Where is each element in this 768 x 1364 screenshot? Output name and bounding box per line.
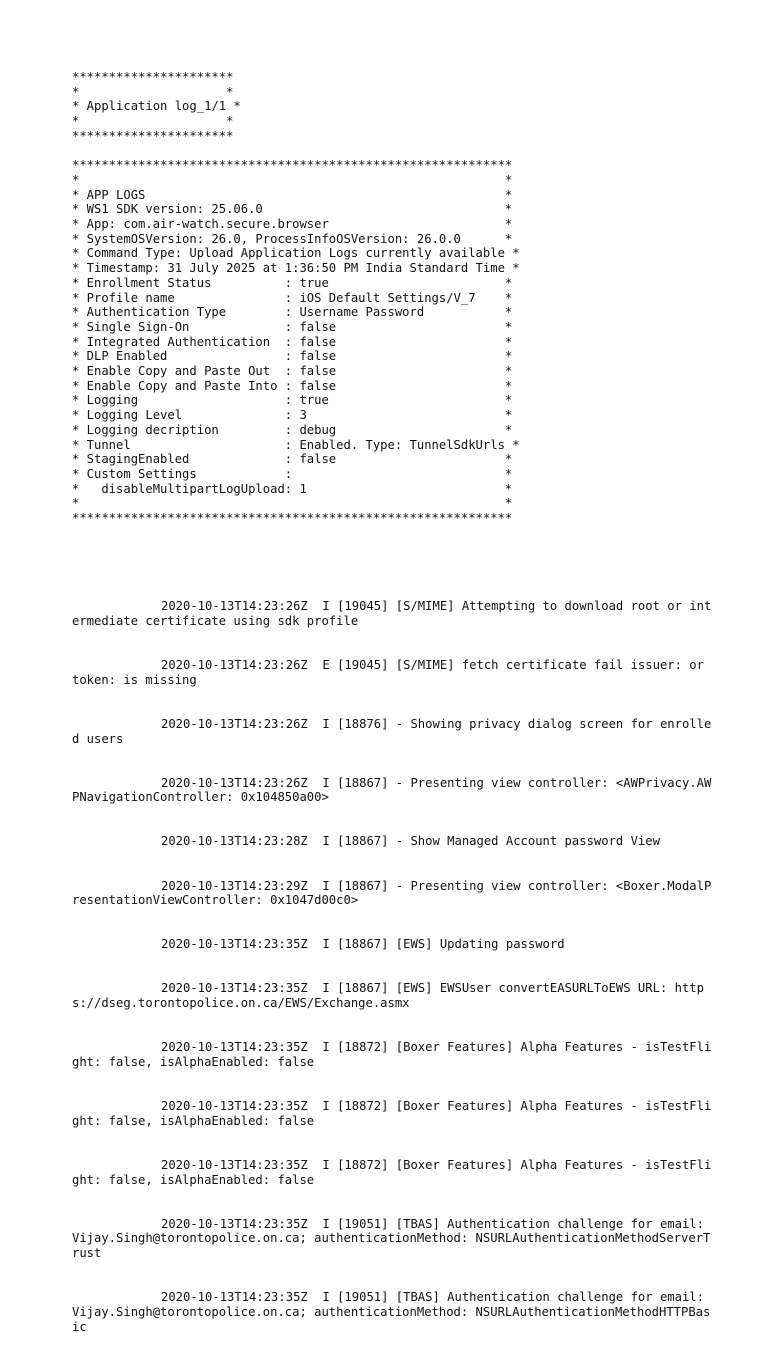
banner-line: * Command Type: Upload Application Logs currently available * bbox=[72, 246, 520, 261]
banner-line: * Logging : true * bbox=[72, 393, 513, 408]
banner-line: * Tunnel : Enabled. Type: TunnelSdkUrls * bbox=[72, 437, 520, 452]
title-banner-line: ********************** bbox=[72, 70, 234, 84]
banner-line: * Logging Level : 3 * bbox=[72, 408, 513, 423]
title-banner-line: * * bbox=[72, 114, 234, 129]
banner-line: ************************************************************ bbox=[72, 158, 513, 173]
banner-line: * Timestamp: 31 July 2025 at 1:36:50 PM India Standard Time * bbox=[72, 261, 520, 276]
banner-line: * Enable Copy and Paste Into : false * bbox=[72, 378, 513, 393]
log-document bbox=[72, 70, 712, 1364]
banner-line: * DLP Enabled : false * bbox=[72, 349, 513, 364]
log-entry: 2020-10-13T14:23:26Z I [18876] - Showing privacy dialog screen for enrolled users bbox=[72, 716, 712, 746]
banner-line: * Custom Settings : * bbox=[72, 466, 513, 481]
title-banner-line: ********************** bbox=[72, 128, 234, 143]
banner-line: * Enable Copy and Paste Out : false * bbox=[72, 364, 513, 379]
log-entry: 2020-10-13T14:23:35Z I [19051] [TBAS] Authentication challenge for email: Vijay.Singh@torontopolice.on.ca; authenticationMethod: NSURLAuthenticationMethodServerTrust bbox=[72, 1216, 712, 1261]
log-entry: 2020-10-13T14:23:35Z I [18872] [Boxer Features] Alpha Features - isTestFlight: false, isAlphaEnabled: false bbox=[72, 1040, 712, 1069]
app-logs-banner bbox=[72, 158, 712, 526]
title-banner-line: * Application log_1/1 * bbox=[72, 99, 241, 114]
log-entry: 2020-10-13T14:23:26Z I [19045] [S/MIME] Attempting to download root or intermediate certificate using sdk profile bbox=[72, 599, 712, 628]
log-entry: 2020-10-13T14:23:26Z E [19045] [S/MIME] fetch certificate fail issuer: or token: is missing bbox=[72, 658, 712, 687]
banner-line: * Profile name : iOS Default Settings/V_7 * bbox=[72, 290, 513, 305]
banner-line: * Enrollment Status : true * bbox=[72, 275, 513, 290]
banner-line: * APP LOGS * bbox=[72, 187, 513, 202]
banner-line: * Logging decription : debug * bbox=[72, 422, 513, 437]
banner-line: * App: com.air-watch.secure.browser * bbox=[72, 217, 513, 232]
log-entry: 2020-10-13T14:23:28Z I [18867] - Show Managed Account password View bbox=[161, 834, 660, 849]
log-entry: 2020-10-13T14:23:35Z I [18867] [EWS] Updating password bbox=[161, 937, 565, 952]
banner-line: * StagingEnabled : false * bbox=[72, 452, 513, 467]
banner-line: * Authentication Type : Username Password * bbox=[72, 305, 513, 320]
title-banner-line: * * bbox=[72, 84, 234, 99]
banner-line: * SystemOSVersion: 26.0, ProcessInfoOSVersion: 26.0.0 * bbox=[72, 231, 513, 246]
banner-line: * WS1 SDK version: 25.06.0 * bbox=[72, 202, 513, 217]
banner-line: * Integrated Authentication : false * bbox=[72, 334, 513, 349]
banner-line: * Single Sign-On : false * bbox=[72, 319, 513, 334]
banner-line: * * bbox=[72, 172, 513, 187]
log-entry: 2020-10-13T14:23:35Z I [18872] [Boxer Features] Alpha Features - isTestFlight: false, isAlphaEnabled: false bbox=[72, 1157, 712, 1187]
log-entries bbox=[72, 570, 712, 1364]
banner-line: * * bbox=[72, 496, 513, 511]
log-entry: 2020-10-13T14:23:35Z I [18872] [Boxer Features] Alpha Features - isTestFlight: false, isAlphaEnabled: false bbox=[72, 1099, 712, 1128]
banner-line: * disableMultipartLogUpload: 1 * bbox=[72, 481, 513, 496]
spacer bbox=[72, 526, 712, 570]
log-entry: 2020-10-13T14:23:26Z I [18867] - Presenting view controller: <AWPrivacy.AWPNavigationController: 0x104850a00> bbox=[72, 775, 712, 805]
log-entry: 2020-10-13T14:23:35Z I [19051] [TBAS] Authentication challenge for email: Vijay.Singh@torontopolice.on.ca; authenticationMethod: NSURLAuthenticationMethodHTTPBasic bbox=[72, 1290, 712, 1334]
log-entry: 2020-10-13T14:23:29Z I [18867] - Presenting view controller: <Boxer.ModalPresentationViewController: 0x1047d00c0> bbox=[72, 878, 712, 908]
title-banner bbox=[72, 70, 712, 144]
banner-line: ************************************************************ bbox=[72, 511, 513, 526]
log-entry: 2020-10-13T14:23:35Z I [18867] [EWS] EWSUser convertEASURLToEWS URL: https://dseg.torontopolice.on.ca/EWS/Exchange.asmx bbox=[72, 981, 704, 1011]
spacer bbox=[72, 144, 712, 159]
